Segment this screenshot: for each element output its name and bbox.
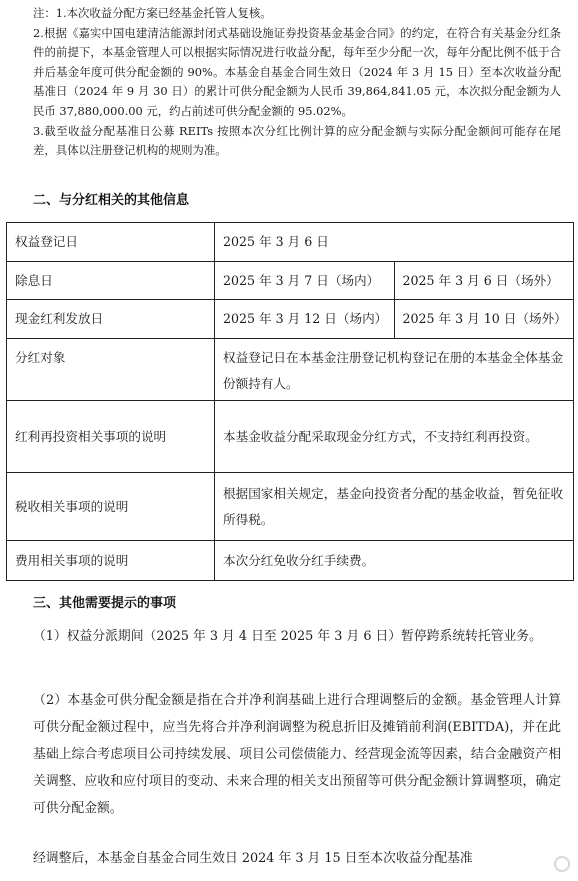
table-row — [7, 300, 574, 339]
row-value: 根据国家相关规定，基金向投资者分配的基金收益，暂免征收所得税。 — [215, 473, 574, 541]
dividend-info-table — [6, 222, 574, 581]
row-value-offmarket: 2025 年 3 月 6 日（场外） — [394, 262, 574, 300]
table-row — [7, 262, 574, 300]
table-row — [7, 541, 574, 581]
row-value: 权益登记日在本基金注册登记机构登记在册的本基金全体基金份额持有人。 — [215, 339, 574, 401]
section-2-heading: 二、与分红相关的其他信息 — [33, 193, 190, 208]
watermark-logo-icon — [554, 856, 570, 872]
note-2: 2.根据《嘉实中国电建清洁能源封闭式基础设施证券投资基金基金合同》的约定，在符合有关基金分红条件的前提下，本基金管理人可以根据实际情况进行收益分配，每年至少分配一次，每年分配比例不低于合并后基金年度可供分配金额的 90%。本基金自基金合同生效日（2024 年 3 月 15 日）至本次收益分配基准日（2024 年 9 月 30 日）的累计可供分配金额为人民币 39,864,841.05 元，本次拟分配金额为人民币 37,880,000.00 元，约占前述可供分配金额的 95.02%。 — [33, 25, 561, 118]
section-3-paragraph-3: 经调整后，本基金自基金合同生效日 2024 年 3 月 15 日至本次收益分配基准 — [33, 851, 473, 866]
row-key: 红利再投资相关事项的说明 — [7, 401, 215, 473]
section-3-heading: 三、其他需要提示的事项 — [33, 596, 177, 611]
row-value: 本次分红免收分红手续费。 — [215, 541, 574, 581]
watermark — [420, 853, 570, 875]
row-key: 除息日 — [7, 262, 215, 300]
row-key: 税收相关事项的说明 — [7, 473, 215, 541]
row-key: 费用相关事项的说明 — [7, 541, 215, 581]
row-value: 2025 年 3 月 6 日 — [215, 223, 574, 262]
section-3-paragraph-1: （1）权益分派期间（2025 年 3 月 4 日至 2025 年 3 月 6 日）暂停跨系统转托管业务。 — [33, 629, 542, 644]
row-key: 分红对象 — [7, 339, 215, 401]
notes-block — [33, 4, 561, 161]
note-3: 3.截至收益分配基准日公募 REITs 按照本次分红比例计算的应分配金额与实际分配金额间可能存在尾差，具体以注册登记机构的规则为准。 — [33, 123, 561, 158]
table-row — [7, 401, 574, 473]
row-value: 本基金收益分配采取现金分红方式，不支持红利再投资。 — [215, 401, 574, 473]
row-key: 现金红利发放日 — [7, 300, 215, 339]
section-3-paragraph-2: （2）本基金可供分配金额是指在合并净利润基础上进行合理调整后的金额。基金管理人计算可供分配金额过程中，应当先将合并净利润调整为税息折旧及摊销前利润(EBITDA)，并在此基础上综合考虑项目公司持续发展、项目公司偿债能力、经营现金流等因素，结合金融资产相关调整、应收和应付项目的变动、未来合理的相关支出预留等可供分配金额计算调整项，确定可供分配金额。 — [33, 693, 561, 816]
table-row — [7, 473, 574, 541]
table-row — [7, 339, 574, 401]
table-row — [7, 223, 574, 262]
row-value-offmarket: 2025 年 3 月 10 日（场外） — [394, 300, 574, 339]
row-key: 权益登记日 — [7, 223, 215, 262]
note-1: 注：1.本次收益分配方案已经基金托管人复核。 — [33, 6, 272, 20]
row-value-onmarket: 2025 年 3 月 7 日（场内） — [215, 262, 395, 300]
row-value-onmarket: 2025 年 3 月 12 日（场内） — [215, 300, 395, 339]
